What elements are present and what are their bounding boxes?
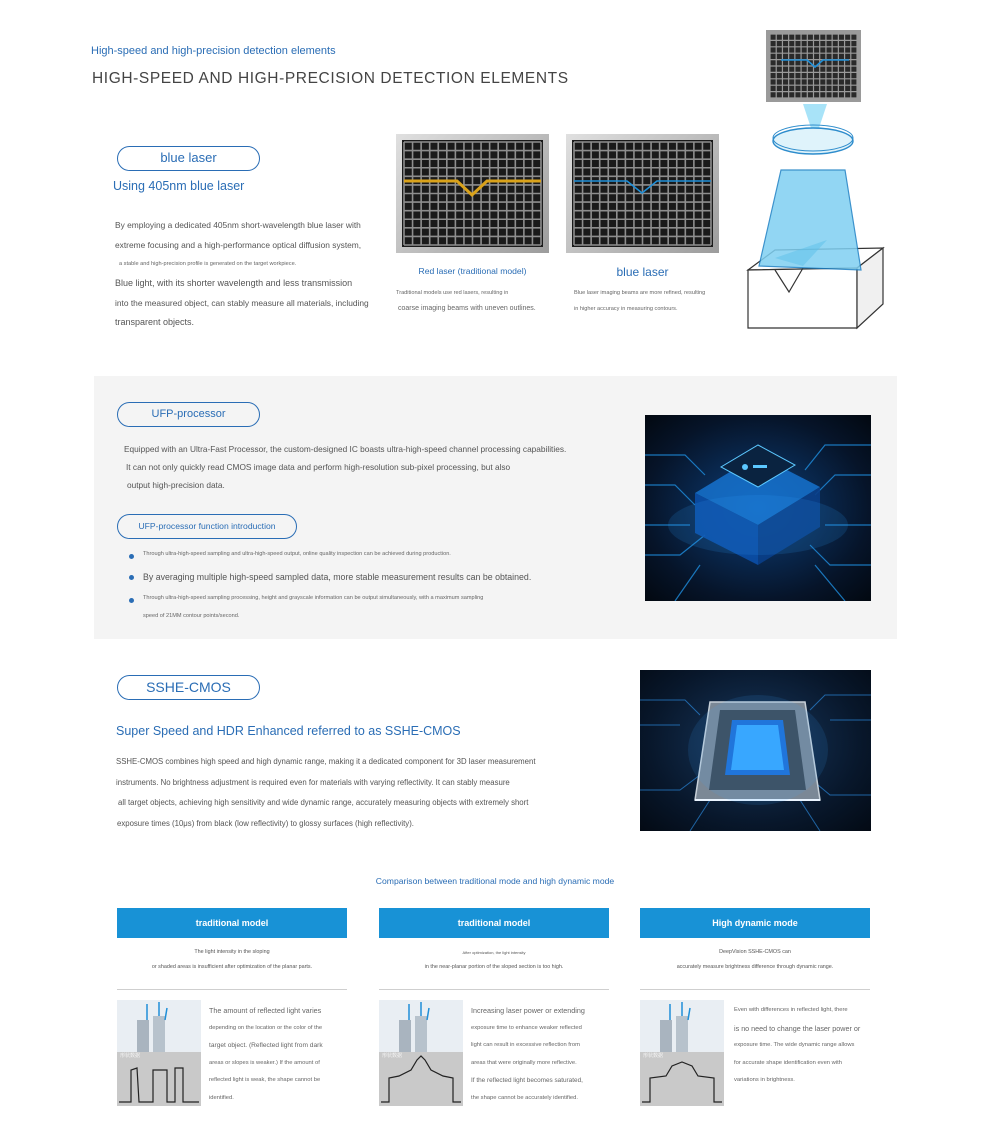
text-line: Even with differences in reflected light, there xyxy=(734,1007,848,1013)
text-line: transparent objects. xyxy=(115,317,195,327)
comparison-desc-2 xyxy=(471,1002,611,1107)
divider xyxy=(379,989,609,990)
text-line: It can not only quickly read CMOS image data and perform high-resolution sub-pixel processing, but also xyxy=(126,462,511,472)
text-line: all target objects, achieving high sensitivity and wide dynamic range, accurately measuring objects with extremely short xyxy=(118,798,529,807)
divider xyxy=(117,989,347,990)
cmos-svg xyxy=(640,670,871,831)
sshe-description xyxy=(116,752,566,834)
image-label: 形状数据 xyxy=(120,1053,141,1059)
projection-svg xyxy=(745,30,885,335)
text-line: reflected light is weak, the shape cannot be xyxy=(209,1077,321,1083)
bullet-icon xyxy=(129,554,134,559)
text-line: Increasing laser power or extending xyxy=(471,1006,585,1015)
ufp-processor-image xyxy=(645,415,871,601)
ufp-description xyxy=(124,440,604,494)
text-line: Blue light, with its shorter wavelength and less transmission xyxy=(115,278,353,288)
text-line: output high-precision data. xyxy=(127,480,225,490)
image-label: 形状数据 xyxy=(382,1053,403,1059)
text-line: into the measured object, can stably measure all materials, including xyxy=(115,297,369,308)
red-laser-grid-image xyxy=(396,134,549,253)
ufp-bullet-3: Through ultra-high-speed sampling processing, height and grayscale information can be output simultaneously, with a maximum sampling xyxy=(143,595,484,601)
text-line: exposure times (10μs) from black (low reflectivity) to glossy surfaces (high reflectivity). xyxy=(117,818,414,828)
sshe-heading: Super Speed and HDR Enhanced referred to as SSHE-CMOS xyxy=(116,724,461,738)
comparison-image-3 xyxy=(640,1000,724,1106)
divider xyxy=(640,989,870,990)
text-line: light can result in excessive reflection from xyxy=(471,1042,580,1048)
text-line: exposure time. The wide dynamic range allows xyxy=(734,1042,855,1048)
text-line: areas or slopes is weaker.) If the amount of xyxy=(209,1059,320,1066)
text-line: is no need to change the laser power or xyxy=(734,1023,861,1033)
comparison-caption: After optimization, the light intensity xyxy=(462,950,526,955)
comparison-header: traditional model xyxy=(379,908,609,938)
comparison-caption: accurately measure brightness difference through dynamic range. xyxy=(676,964,834,970)
text-line: SSHE-CMOS combines high speed and high dynamic range, making it a dedicated component for 3D laser measurement xyxy=(116,757,536,766)
chip-svg xyxy=(645,415,871,601)
text-line: identified. xyxy=(209,1094,234,1101)
ufp-bullet-3-cont: speed of 21MM contour points/second. xyxy=(143,613,240,619)
text-line: variations in brightness. xyxy=(734,1077,795,1083)
comparison-desc-1 xyxy=(209,1002,349,1107)
blue-laser-desc: in higher accuracy in measuring contours. xyxy=(574,306,678,312)
blue-laser-desc: Blue laser imaging beams are more refined, resulting xyxy=(574,290,706,296)
ufp-pill: UFP-processor xyxy=(117,402,260,427)
text-line: exposure time to enhance weaker reflected xyxy=(471,1024,582,1031)
comparison-image-2 xyxy=(379,1000,463,1106)
comparison-title: Comparison between traditional mode and high dynamic mode xyxy=(375,876,615,886)
ufp-function-pill: UFP-processor function introduction xyxy=(117,514,297,539)
header-subtitle: High-speed and high-precision detection elements xyxy=(91,45,336,57)
cmos-sensor-image xyxy=(640,670,871,831)
laser-projection-illustration xyxy=(745,30,885,335)
comparison-caption: The light intensity in the sloping xyxy=(194,949,270,955)
text-line: depending on the location or the color of the xyxy=(209,1024,323,1031)
text-line: the shape cannot be accurately identified. xyxy=(471,1094,578,1101)
text-line: The amount of reflected light varies xyxy=(209,1006,322,1015)
blue-laser-pill: blue laser xyxy=(117,146,260,171)
bullet-icon xyxy=(129,598,134,603)
blue-laser-caption: blue laser xyxy=(616,265,669,279)
comparison-caption: or shaded areas is insufficient after optimization of the planar parts. xyxy=(151,964,313,970)
comparison-caption: DeepVision SSHE-CMOS can xyxy=(719,949,791,955)
image-label: 形状数据 xyxy=(643,1053,664,1059)
comparison-header: traditional model xyxy=(117,908,347,938)
comparison-desc-3 xyxy=(734,1002,874,1090)
grid-svg xyxy=(402,140,543,247)
ufp-bullet-2: By averaging multiple high-speed sampled data, more stable measurement results can be obtained. xyxy=(143,572,532,582)
sshe-pill: SSHE-CMOS xyxy=(117,675,260,700)
comparison-image-1 xyxy=(117,1000,201,1106)
grid-svg xyxy=(572,140,713,247)
blue-laser-grid-image xyxy=(566,134,719,253)
text-line: target object. (Reflected light from dark xyxy=(209,1042,323,1049)
red-laser-desc: Traditional models use red lasers, resulting in xyxy=(396,290,509,296)
red-laser-desc: coarse imaging beams with uneven outlines. xyxy=(398,305,536,312)
text-line: Equipped with an Ultra-Fast Processor, the custom-designed IC boasts ultra-high-speed channel processing capabilities. xyxy=(124,444,567,454)
blue-laser-heading: Using 405nm blue laser xyxy=(113,179,245,193)
blue-laser-description xyxy=(115,216,375,333)
red-laser-caption: Red laser (traditional model) xyxy=(418,266,527,276)
bullet-icon xyxy=(129,575,134,580)
text-line: By employing a dedicated 405nm short-wavelength blue laser with xyxy=(115,220,361,230)
text-line: extreme focusing and a high-performance optical diffusion system, xyxy=(115,239,362,250)
text-line: a stable and high-precision profile is generated on the target workpiece. xyxy=(119,261,297,267)
header-title: HIGH-SPEED AND HIGH-PRECISION DETECTION ELEMENTS xyxy=(92,70,569,87)
comparison-header: High dynamic mode xyxy=(640,908,870,938)
ufp-bullet-1: Through ultra-high-speed sampling and ultra-high-speed output, online quality inspection can be achieved during production. xyxy=(143,551,451,557)
comparison-caption: in the near-planar portion of the sloped section is too high. xyxy=(424,964,564,970)
text-line: If the reflected light becomes saturated, xyxy=(471,1077,583,1084)
text-line: for accurate shape identification even with xyxy=(734,1059,842,1066)
text-line: areas that were originally more reflective. xyxy=(471,1059,577,1066)
text-line: instruments. No brightness adjustment is required even for materials with varying reflectivity. It can stably measure xyxy=(116,777,510,787)
